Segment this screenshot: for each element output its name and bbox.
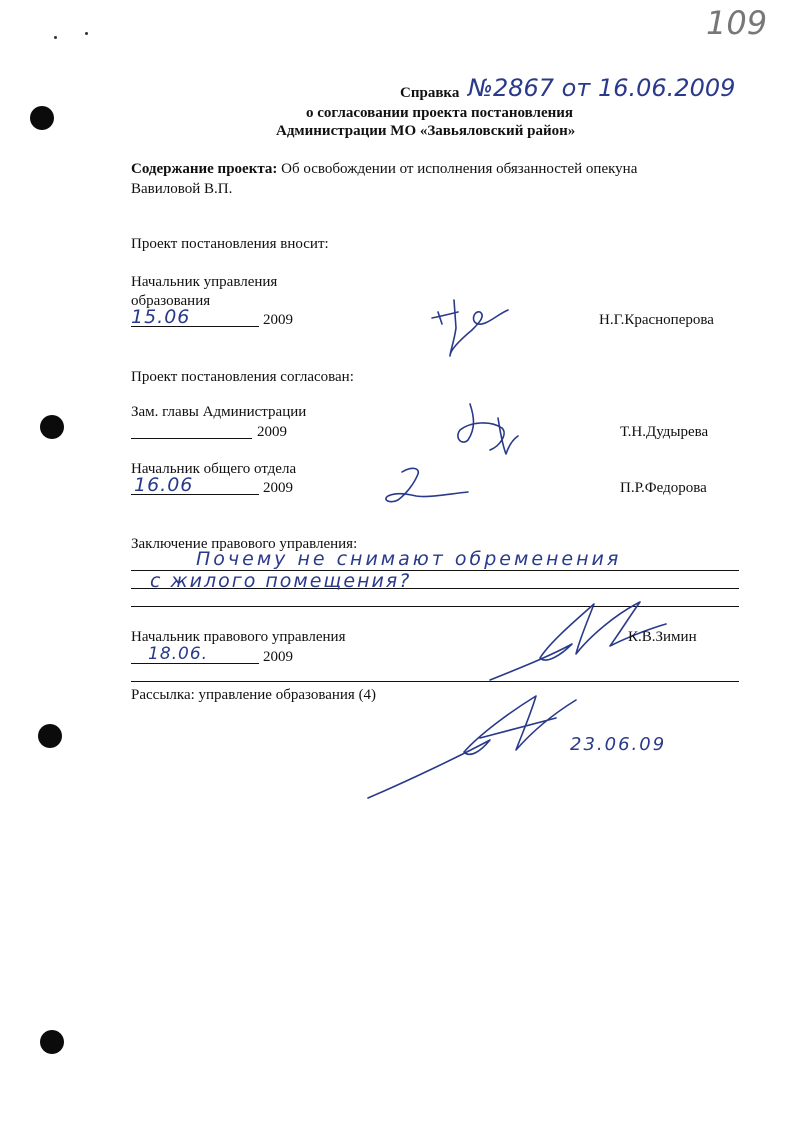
handwritten-reference-number: №2867 от 16.06.2009 — [468, 74, 736, 102]
signature-resolution — [360, 692, 600, 802]
punch-hole — [30, 106, 54, 130]
section-divider — [131, 681, 739, 682]
date-underline — [131, 438, 252, 439]
approval-heading: Проект постановления согласован: — [131, 369, 354, 385]
submitter-date: 15.06 — [131, 306, 191, 328]
signature-dudyreva — [440, 396, 530, 466]
submitter-position-line1: Начальник управления — [131, 274, 278, 290]
submitter-name: Н.Г.Красноперова — [599, 312, 714, 328]
general-dept-date: 16.06 — [134, 474, 194, 496]
legal-remark-line1: Почему не снимают обременения — [196, 548, 622, 570]
project-content — [131, 160, 739, 178]
general-dept-name: П.Р.Федорова — [620, 480, 707, 496]
deputy-name: Т.Н.Дудырева — [620, 424, 709, 440]
document-subtitle-line2: Администрации МО «Завьяловский район» — [276, 123, 576, 139]
project-content-text-line2: Вавиловой В.П. — [131, 181, 233, 197]
scan-speck — [54, 36, 57, 39]
signature-fedorova — [372, 460, 472, 510]
signature-krasnoperova — [420, 292, 520, 362]
legal-date: 18.06. — [148, 644, 209, 664]
project-content-label: Содержание проекта: — [131, 161, 278, 177]
page-number: 109 — [706, 4, 768, 42]
distribution-text: Рассылка: управление образования (4) — [131, 687, 377, 703]
document-title: Справка — [400, 85, 460, 101]
scan-speck — [85, 32, 88, 35]
document-subtitle-line1: о согласовании проекта постановления — [306, 105, 574, 121]
submitter-year: 2009 — [263, 312, 293, 328]
submitter-heading: Проект постановления вносит: — [131, 236, 329, 252]
general-dept-year: 2009 — [263, 480, 293, 496]
legal-year: 2009 — [263, 649, 293, 665]
punch-hole — [38, 724, 62, 748]
general-dept-position: Начальник общего отдела — [131, 461, 297, 477]
resolution-date: 23.06.09 — [570, 734, 667, 755]
legal-position: Начальник правового управления — [131, 629, 346, 645]
legal-name: К.В.Зимин — [628, 629, 697, 645]
submitter-position-line2: образования — [131, 293, 211, 309]
project-content-text: Об освобождении от исполнения обязанностей опекуна — [281, 161, 638, 177]
deputy-position: Зам. главы Администрации — [131, 404, 307, 420]
deputy-year: 2009 — [257, 424, 287, 440]
legal-heading: Заключение правового управления: — [131, 536, 358, 552]
punch-hole — [40, 1030, 64, 1054]
legal-remark-line2: с жилого помещения? — [150, 570, 412, 592]
punch-hole — [40, 415, 64, 439]
